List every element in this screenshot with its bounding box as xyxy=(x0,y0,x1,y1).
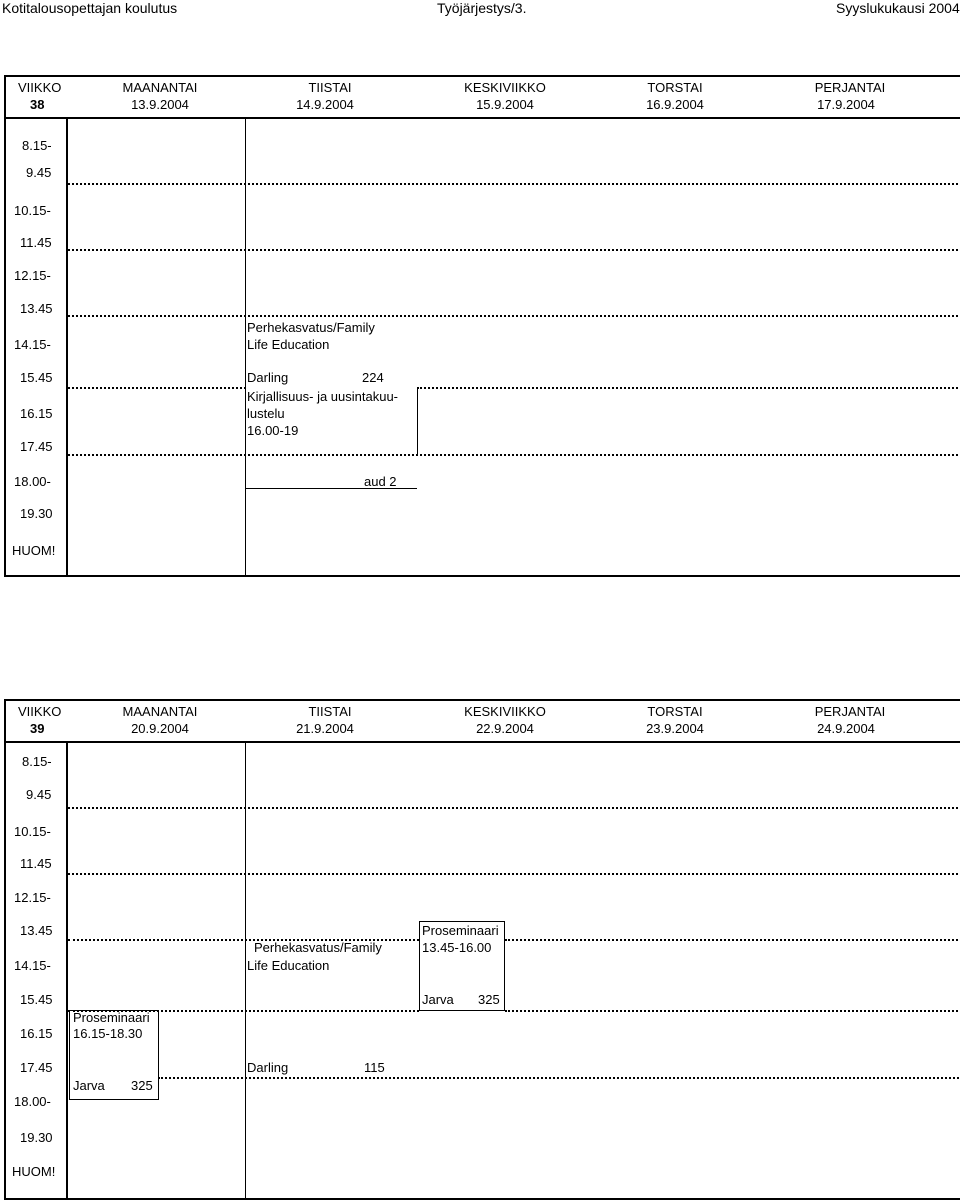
date-tuesday: 14.9.2004 xyxy=(296,97,354,112)
slot-divider xyxy=(68,873,960,875)
week-label: VIIKKO xyxy=(18,704,62,719)
event-room: 325 xyxy=(478,992,500,1007)
time-label: 15.45 xyxy=(20,992,53,1007)
week-label: VIIKKO xyxy=(18,80,62,95)
day-tuesday: TIISTAI xyxy=(308,80,352,95)
slot-divider xyxy=(68,315,960,317)
tuesday-column-line xyxy=(245,117,246,577)
event-title: Perhekasvatus/Family xyxy=(247,320,375,335)
event-room: aud 2 xyxy=(364,474,397,489)
date-monday: 13.9.2004 xyxy=(131,97,189,112)
time-label: 16.15 xyxy=(20,1026,53,1041)
time-label: 8.15- xyxy=(22,138,52,153)
date-wednesday: 22.9.2004 xyxy=(476,721,534,736)
time-label: 18.00- xyxy=(14,1094,51,1109)
time-label: 18.00- xyxy=(14,474,51,489)
week-number: 39 xyxy=(30,721,45,736)
slot-divider xyxy=(417,387,960,389)
time-label: 10.15- xyxy=(14,824,51,839)
slot-divider xyxy=(158,1077,960,1079)
event-title: Proseminaari xyxy=(73,1010,150,1025)
date-friday: 24.9.2004 xyxy=(817,721,875,736)
event-time: 13.45-16.00 xyxy=(422,940,492,955)
time-column-divider xyxy=(66,741,68,1200)
header-divider xyxy=(4,741,960,743)
slot-divider xyxy=(505,939,960,941)
event-title: Kirjallisuus- ja uusintakuu- xyxy=(247,389,399,404)
day-thursday: TORSTAI xyxy=(647,80,703,95)
time-label: 9.45 xyxy=(26,165,52,180)
time-label: 12.15- xyxy=(14,268,51,283)
event-title: Perhekasvatus/Family xyxy=(254,940,382,955)
timetable-frame xyxy=(4,75,960,577)
date-thursday: 16.9.2004 xyxy=(646,97,704,112)
slot-divider xyxy=(68,387,246,389)
day-friday: PERJANTAI xyxy=(814,80,886,95)
date-friday: 17.9.2004 xyxy=(817,97,875,112)
header-right: Syyslukukausi 2004 xyxy=(836,0,960,16)
event-title: Life Education xyxy=(247,958,330,973)
time-label: 11.45 xyxy=(20,856,52,871)
time-label: 10.15- xyxy=(14,203,51,218)
time-label: 11.45 xyxy=(20,235,52,250)
event-teacher: Jarva xyxy=(422,992,454,1007)
time-label: 16.15 xyxy=(20,406,53,421)
time-label: 13.45 xyxy=(20,923,53,938)
time-label: 17.45 xyxy=(20,439,53,454)
time-label: 14.15- xyxy=(14,958,51,973)
time-label: 19.30 xyxy=(20,506,53,521)
event-title: Proseminaari xyxy=(422,923,499,938)
event-title: lustelu xyxy=(247,406,285,421)
tuesday-column-line xyxy=(245,741,246,1200)
day-tuesday: TIISTAI xyxy=(308,704,352,719)
day-wednesday: KESKIVIIKKO xyxy=(464,80,546,95)
event-border xyxy=(417,387,418,455)
event-title: Life Education xyxy=(247,337,330,352)
day-wednesday: KESKIVIIKKO xyxy=(464,704,546,719)
event-room: 115 xyxy=(364,1060,385,1075)
date-tuesday: 21.9.2004 xyxy=(296,721,354,736)
slot-divider xyxy=(68,249,960,251)
event-room: 224 xyxy=(362,370,384,385)
time-label: 19.30 xyxy=(20,1130,53,1145)
header-divider xyxy=(4,117,960,119)
note-label: HUOM! xyxy=(12,543,56,558)
note-label: HUOM! xyxy=(12,1164,56,1179)
day-monday: MAANANTAI xyxy=(122,704,198,719)
time-label: 13.45 xyxy=(20,301,53,316)
day-friday: PERJANTAI xyxy=(814,704,886,719)
time-label: 17.45 xyxy=(20,1060,53,1075)
event-room: 325 xyxy=(131,1078,153,1093)
time-label: 12.15- xyxy=(14,890,51,905)
day-thursday: TORSTAI xyxy=(647,704,703,719)
time-label: 15.45 xyxy=(20,370,53,385)
event-time: 16.00-19 xyxy=(247,423,299,438)
time-label: 14.15- xyxy=(14,337,51,352)
header-left: Kotitalousopettajan koulutus xyxy=(2,0,178,16)
event-teacher: Jarva xyxy=(73,1078,105,1093)
slot-divider xyxy=(68,183,960,185)
day-monday: MAANANTAI xyxy=(122,80,198,95)
event-teacher: Darling xyxy=(247,1060,289,1075)
date-wednesday: 15.9.2004 xyxy=(476,97,534,112)
week-number: 38 xyxy=(30,97,45,112)
date-thursday: 23.9.2004 xyxy=(646,721,704,736)
time-label: 9.45 xyxy=(26,787,52,802)
slot-divider xyxy=(68,807,960,809)
date-monday: 20.9.2004 xyxy=(131,721,189,736)
event-time: 16.15-18.30 xyxy=(73,1026,143,1041)
time-label: 8.15- xyxy=(22,754,52,769)
time-column-divider xyxy=(66,117,68,577)
event-teacher: Darling xyxy=(247,370,289,385)
slot-divider xyxy=(505,1010,960,1012)
header-center: Työjärjestys/3. xyxy=(437,0,527,16)
slot-divider xyxy=(68,454,960,456)
